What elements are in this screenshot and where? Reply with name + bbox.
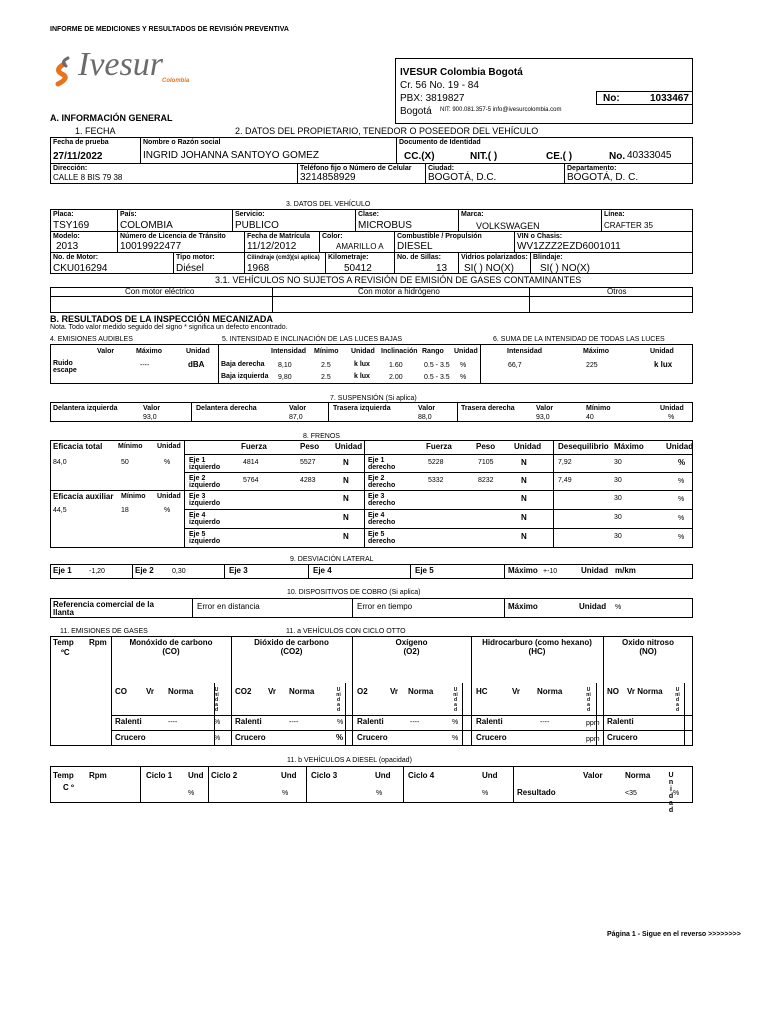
hc-sub: (HC) — [528, 647, 546, 656]
hidrogeno-label: Con motor a hidrógeno — [358, 287, 440, 296]
sillas-label: No. de Sillas: — [397, 254, 441, 261]
audible-unit-h: Unidad — [186, 348, 210, 355]
co-ralenti-norma: ---- — [168, 719, 178, 726]
company-name: IVESUR Colombia Bogotá — [400, 67, 523, 78]
eje4-max: 30 — [614, 514, 622, 521]
eje1-der-unit: N — [521, 458, 527, 467]
diesel-temp-unit: C º — [63, 783, 74, 792]
nombre-value: INGRID JOHANNA SANTOYO GOMEZ — [143, 150, 319, 161]
fecha-header: 1. FECHA — [75, 126, 116, 136]
placa-label: Placa: — [53, 211, 74, 218]
ruido-max: ---- — [140, 362, 150, 369]
co-crucero-unit: % — [214, 735, 221, 742]
o2-unidad: Unidad — [453, 687, 458, 713]
eje2-izq-unit: N — [343, 476, 349, 485]
o2-sub: (O2) — [403, 647, 420, 656]
luces-bajas-header: 5. INTENSIDAD E INCLINACIÓN DE LAS LUCES BAJAS — [222, 336, 403, 343]
lb-unidad-h: Unidad — [351, 348, 375, 355]
baja-der-min: 2.5 — [321, 362, 331, 369]
lb-intensidad-h: Intensidad — [271, 348, 307, 355]
clase-value: MICROBUS — [358, 220, 412, 231]
cobro-unit: % — [615, 604, 622, 611]
ef-total-min-h: Mínimo — [118, 443, 143, 450]
baja-izq-int: 9,80 — [278, 374, 292, 381]
owner-header: 2. DATOS DEL PROPIETARIO, TENEDOR O POSEEDOR DEL VEHÍCULO — [235, 126, 539, 136]
clase-label: Clase: — [358, 211, 380, 218]
company-pbx: PBX: 3819827 — [400, 93, 465, 104]
ef-total-unit: % — [164, 459, 171, 466]
eje4-der-label: Eje 4 derecho — [368, 512, 396, 526]
report-no-label: No: — [603, 93, 620, 104]
ciclo1-und: Und — [188, 771, 204, 780]
suma-max-h: Máximo — [583, 348, 610, 355]
eje5-izq-label: Eje 5 izquierdo — [189, 531, 221, 545]
desv-eje1-value: -1,20 — [89, 568, 105, 575]
eje1-izq-peso: 5527 — [300, 459, 316, 466]
emisiones-audibles-header: 4. EMISIONES AUDIBLES — [50, 336, 133, 343]
susp-min-h: Mínimo — [586, 405, 611, 412]
hc-ralenti: Ralenti — [476, 717, 503, 726]
desequilibrio-h: Desequilibrio — [558, 442, 609, 451]
co-header: Monóxido de carbono — [129, 638, 213, 647]
eje2-desequilibrio: 7,49 — [558, 477, 572, 484]
gases-header: 11. EMISIONES DE GASES — [60, 628, 148, 635]
ciclo2-und: Und — [281, 771, 297, 780]
blindaje-value: SI( ) NO(X) — [540, 263, 590, 274]
ef-aux-label: Eficacia auxiliar — [53, 492, 114, 501]
direccion-label: Dirección: — [53, 165, 88, 172]
modelo-label: Modelo: — [53, 233, 80, 240]
eje4-izq-label: Eje 4 izquierdo — [189, 512, 221, 526]
susp-unit: % — [668, 414, 675, 421]
eje2-izq-fuerza: 5764 — [243, 477, 259, 484]
ef-aux-min: 18 — [121, 507, 129, 514]
co2-crucero: Crucero — [235, 733, 266, 742]
suma-int-h: Intensidad — [507, 348, 543, 355]
baja-izq-unit: k lux — [354, 373, 370, 380]
eje4-izq-unit: N — [343, 513, 349, 522]
eje3-izq-unit: N — [343, 494, 349, 503]
desv-unit-label: Unidad — [581, 566, 609, 575]
eje3-der-unit: N — [521, 494, 527, 503]
hc-vr: Vr — [512, 687, 521, 696]
combustible-label: Combustible / Propulsión — [397, 233, 482, 240]
ef-total-label: Eficacia total — [53, 442, 103, 451]
suspension-header: 7. SUSPENSIÓN (Si aplica) — [330, 395, 417, 402]
page-footer: Página 1 - Sigue en el reverso >>>>>>>> — [607, 931, 741, 938]
no-sub: (NO) — [639, 647, 657, 656]
frenos-unidad3-h: Unidad — [666, 442, 694, 451]
eje2-max: 30 — [614, 477, 622, 484]
baja-izq-label: Baja izquierda — [221, 373, 269, 380]
llanta-label: Referencia comercial de la llanta — [53, 600, 154, 617]
desv-max-value: +-10 — [543, 568, 558, 575]
o2-header: Oxígeno — [395, 638, 428, 647]
diesel-norma-h: Norma — [625, 771, 651, 780]
ef-aux-unit: % — [164, 507, 171, 514]
co2-col: CO2 — [235, 687, 252, 696]
co-unidad: Unidad — [214, 687, 219, 713]
cobro-max-label: Máximo — [508, 602, 538, 611]
marca-value: VOLKSWAGEN — [476, 221, 540, 231]
no-vr-norma: Vr Norma — [627, 687, 663, 696]
eje1-pct: % — [678, 458, 686, 467]
matricula-value: 11/12/2012 — [247, 241, 297, 252]
no-crucero: Crucero — [607, 733, 638, 742]
baja-der-rango: 0.5 - 3.5 — [424, 362, 450, 369]
doc-cc: CC.(X) — [404, 151, 435, 162]
ef-total-value: 84,0 — [53, 459, 67, 466]
cilindraje-label: Cilindraje (cm3)(si aplica) — [247, 255, 320, 261]
frenos-peso-h: Peso — [300, 442, 320, 451]
km-value: 50412 — [344, 263, 372, 274]
ciclo2-label: Ciclo 2 — [211, 771, 238, 780]
electrico-label: Con motor eléctrico — [125, 287, 195, 296]
lb-rango-h: Rango — [422, 348, 444, 355]
eje5-izq-unit: N — [343, 532, 349, 541]
co-crucero: Crucero — [115, 733, 146, 742]
section-b-title: B. RESULTADOS DE LA INSPECCIÓN MECANIZADA — [50, 314, 273, 324]
del-der-valor-h: Valor — [289, 405, 307, 412]
eje1-izq-label: Eje 1 izquierdo — [189, 457, 221, 471]
hc-ralenti-unit: ppm — [586, 720, 600, 727]
lb-inclinacion-h: Inclinación — [381, 348, 418, 355]
cilindraje-value: 1968 — [247, 263, 270, 274]
linea-value: CRAFTER 35 — [604, 221, 653, 230]
tra-der-value: 93,0 — [536, 414, 550, 421]
o2-ralenti: Ralenti — [357, 717, 384, 726]
eje5-pct: % — [678, 534, 685, 541]
tipo-motor-label: Tipo motor: — [176, 254, 215, 261]
ciudad-value: BOGOTÁ, D.C. — [428, 172, 497, 183]
diesel-unidad-h: Unidad — [668, 772, 674, 814]
nota-text: Nota. Todo valor medido seguido del signo * significa un defecto encontrado. — [50, 324, 288, 331]
o2-ralenti-norma: ---- — [410, 719, 420, 726]
co-norma: Norma — [168, 687, 194, 696]
suma-unit-h: Unidad — [650, 348, 674, 355]
co-col: CO — [115, 687, 127, 696]
servicio-label: Servicio: — [235, 211, 265, 218]
tra-der-valor-h: Valor — [536, 405, 554, 412]
ciclo2-unit: % — [282, 790, 289, 797]
co2-vr: Vr — [268, 687, 277, 696]
eje5-der-label: Eje 5 derecho — [368, 531, 396, 545]
vin-value: WV1ZZZ2EZD6001011 — [517, 241, 621, 252]
ciudad-label: Ciudad: — [428, 165, 455, 172]
susp-unit-h: Unidad — [660, 405, 684, 412]
baja-izq-min: 2.5 — [321, 374, 331, 381]
eje1-der-fuerza: 5228 — [428, 459, 444, 466]
frenos-header: 8. FRENOS — [303, 433, 340, 440]
otto-header: 11. a VEHÍCULOS CON CICLO OTTO — [286, 628, 406, 635]
resultado-norma: <35 — [625, 790, 637, 797]
lb-minimo-h: Mínimo — [314, 348, 339, 355]
diesel-temp-label: Temp — [53, 771, 74, 780]
logo-sub: Colombia — [162, 78, 190, 84]
o2-col: O2 — [357, 687, 368, 696]
linea-label: Línea: — [604, 211, 625, 218]
co-vr: Vr — [146, 687, 155, 696]
co2-norma: Norma — [289, 687, 315, 696]
error-tiempo-label: Error en tiempo — [357, 602, 413, 611]
ciclo3-label: Ciclo 3 — [311, 771, 338, 780]
matricula-label: Fecha de Matrícula — [247, 233, 311, 240]
del-der-label: Delantera derecha — [196, 405, 257, 412]
licencia-label: Número de Licencia de Tránsito — [120, 233, 226, 240]
audible-valor-h: Valor — [97, 348, 115, 355]
eje3-max: 30 — [614, 495, 622, 502]
suma-int: 66,7 — [508, 362, 522, 369]
no-sujetos-header: 3.1. VEHÍCULOS NO SUJETOS A REVISIÓN DE EMISIÓN DE GASES CONTAMINANTES — [215, 275, 582, 285]
pais-label: País: — [120, 211, 137, 218]
doc-nit: NIT.( ) — [470, 151, 498, 162]
fecha-value: 27/11/2022 — [53, 151, 103, 162]
vehicle-header: 3. DATOS DEL VEHÍCULO — [286, 201, 371, 208]
suma-max: 225 — [586, 362, 598, 369]
depto-label: Departamento: — [567, 165, 617, 172]
desv-eje2-label: Eje 2 — [135, 566, 154, 575]
desv-max-label: Máximo — [508, 566, 538, 575]
frenos-unidad2-h: Unidad — [514, 442, 542, 451]
o2-crucero-unit: % — [452, 735, 459, 742]
ef-total-unit-h: Unidad — [157, 443, 181, 450]
desv-eje2-value: 0,30 — [172, 568, 186, 575]
report-title: INFORME DE MEDICIONES Y RESULTADOS DE REVISIÓN PREVENTIVA — [50, 26, 289, 33]
servicio-value: PUBLICO — [235, 220, 279, 231]
eje1-der-label: Eje 1 derecho — [368, 457, 396, 471]
eje2-der-fuerza: 5332 — [428, 477, 444, 484]
eje4-der-unit: N — [521, 513, 527, 522]
frenos-max-h: Máximo — [614, 442, 644, 451]
report-no-value: 1033467 — [650, 93, 689, 104]
diesel-rpm-label: Rpm — [89, 771, 107, 780]
vin-label: VIN o Chasis: — [517, 233, 563, 240]
o2-crucero: Crucero — [357, 733, 388, 742]
co2-ralenti: Ralenti — [235, 717, 262, 726]
audible-max-h: Máximo — [136, 348, 163, 355]
baja-der-pct: % — [460, 362, 467, 369]
co2-sub: (CO2) — [280, 647, 303, 656]
doc-number: 40333045 — [627, 150, 672, 161]
baja-der-label: Baja derecha — [221, 361, 265, 368]
desv-eje3-label: Eje 3 — [229, 566, 248, 575]
no-ralenti: Ralenti — [607, 717, 634, 726]
co2-crucero-unit: % — [336, 733, 344, 742]
hc-unidad: Unidad — [586, 687, 591, 713]
ciclo4-und: Und — [482, 771, 498, 780]
eje1-desequilibrio: 7,92 — [558, 459, 572, 466]
suma-unit: k lux — [654, 360, 673, 369]
doc-ce: CE.( ) — [546, 151, 573, 162]
direccion-value: CALLE 8 BIS 79 38 — [53, 173, 123, 182]
eje4-pct: % — [678, 515, 685, 522]
blindaje-label: Blindaje: — [533, 254, 563, 261]
ciclo3-und: Und — [375, 771, 391, 780]
baja-izq-pct: % — [460, 374, 467, 381]
baja-der-inc: 1.60 — [389, 362, 403, 369]
co2-unidad: Unidad — [336, 687, 341, 713]
cobro-unit-label: Unidad — [579, 602, 607, 611]
desv-eje1-label: Eje 1 — [53, 566, 72, 575]
resultado-unit: % — [673, 790, 680, 797]
eje2-der-peso: 8232 — [478, 477, 494, 484]
hc-ralenti-norma: ---- — [540, 719, 550, 726]
ef-aux-value: 44,5 — [53, 507, 67, 514]
otto-temp-unit: ºC — [61, 648, 70, 657]
co-ralenti-unit: % — [214, 719, 221, 726]
tra-der-label: Trasera derecha — [461, 405, 515, 412]
desv-eje4-label: Eje 4 — [313, 566, 332, 575]
ciclo3-unit: % — [376, 790, 383, 797]
eje5-der-unit: N — [521, 532, 527, 541]
company-city: Bogotá — [400, 106, 432, 117]
baja-der-int: 8,10 — [278, 362, 292, 369]
nombre-label: Nombre o Razón social — [143, 139, 221, 146]
eje5-max: 30 — [614, 533, 622, 540]
desviacion-header: 9. DESVIACIÓN LATERAL — [290, 556, 374, 563]
modelo-value: 2013 — [56, 241, 79, 252]
eje2-pct: % — [678, 478, 685, 485]
desv-eje5-label: Eje 5 — [415, 566, 434, 575]
km-label: Kilometraje: — [328, 254, 369, 261]
frenos-unidad-h: Unidad — [335, 442, 363, 451]
baja-der-unit: k lux — [354, 361, 370, 368]
error-distancia-label: Error en distancia — [197, 602, 260, 611]
co2-ralenti-unit: % — [337, 719, 344, 726]
baja-izq-rango: 0.5 - 3.5 — [424, 374, 450, 381]
pais-value: COLOMBIA — [120, 220, 173, 231]
frenos-peso2-h: Peso — [476, 442, 496, 451]
diesel-header: 11. b VEHÍCULOS A DIESEL (opacidad) — [287, 757, 412, 764]
doc-no-label: No. — [609, 151, 626, 162]
tra-izq-valor-h: Valor — [418, 405, 436, 412]
telefono-value: 3214858929 — [300, 172, 356, 183]
eje1-izq-unit: N — [343, 458, 349, 467]
suma-luces-header: 6. SUMA DE LA INTENSIDAD DE TODAS LAS LUCES — [493, 336, 665, 343]
motor-value: CKU016294 — [53, 263, 108, 274]
placa-value: TSY169 — [53, 220, 90, 231]
eje2-izq-peso: 4283 — [300, 477, 316, 484]
ciclo1-label: Ciclo 1 — [146, 771, 173, 780]
o2-ralenti-unit: % — [452, 719, 459, 726]
hc-header: Hidrocarburo (como hexano) — [482, 638, 592, 647]
eje1-max: 30 — [614, 459, 622, 466]
licencia-value: 10019922477 — [120, 241, 182, 252]
co-sub: (CO) — [162, 647, 180, 656]
del-izq-label: Delantera izquierda — [53, 405, 118, 412]
documento-label: Documento de Identidad — [399, 139, 481, 146]
no-col: NO — [607, 687, 619, 696]
vidrios-value: SI( ) NO(X) — [464, 263, 514, 274]
ciclo4-unit: % — [482, 790, 489, 797]
marca-label: Marca: — [461, 211, 484, 218]
color-value: AMARILLO A — [336, 242, 384, 251]
ef-aux-unit-h: Unidad — [157, 493, 181, 500]
company-address: Cr. 56 No. 19 - 84 — [400, 80, 479, 91]
desv-unit-value: m/km — [615, 566, 636, 575]
o2-vr: Vr — [390, 687, 399, 696]
company-logo — [50, 48, 210, 88]
no-unidad: Unidad — [675, 687, 680, 713]
vidrios-label: Vidrios polarizados: — [461, 254, 528, 261]
motor-label: No. de Motor: — [53, 254, 99, 261]
ciclo1-unit: % — [188, 790, 195, 797]
resultado-label: Resultado — [517, 788, 556, 797]
eje1-izq-fuerza: 4814 — [243, 459, 259, 466]
tipo-motor-value: Diésel — [176, 263, 204, 274]
co-ralenti: Ralenti — [115, 717, 142, 726]
ruido-unit: dBA — [188, 360, 205, 369]
eje2-der-label: Eje 2 derecho — [368, 475, 396, 489]
depto-value: BOGOTÁ, D. C. — [567, 172, 639, 183]
eje3-izq-label: Eje 3 izquierdo — [189, 493, 221, 507]
otros-label: Otros — [607, 287, 627, 296]
o2-norma: Norma — [408, 687, 434, 696]
combustible-value: DIESEL — [397, 241, 433, 252]
eje1-der-peso: 7105 — [478, 459, 494, 466]
frenos-fuerza-h: Fuerza — [241, 442, 267, 451]
hc-norma: Norma — [537, 687, 563, 696]
frenos-fuerza2-h: Fuerza — [426, 442, 452, 451]
ruido-label: Ruido escape — [53, 360, 77, 374]
color-label: Color: — [322, 233, 343, 240]
ciclo4-label: Ciclo 4 — [408, 771, 435, 780]
co2-ralenti-norma: ---- — [289, 719, 299, 726]
otto-rpm-label: Rpm — [89, 638, 107, 647]
eje3-der-label: Eje 3 derecho — [368, 493, 396, 507]
hc-crucero-unit: ppm — [586, 736, 600, 743]
eje2-der-unit: N — [521, 476, 527, 485]
ef-total-min: 50 — [121, 459, 129, 466]
eje3-pct: % — [678, 496, 685, 503]
company-nit: NIT: 900.081.357-5 info@ivesurcolombia.com — [440, 107, 562, 113]
fecha-label: Fecha de prueba — [53, 139, 109, 146]
sillas-value: 13 — [436, 263, 448, 274]
otto-temp-label: Temp — [53, 638, 74, 647]
ef-aux-min-h: Mínimo — [121, 493, 146, 500]
baja-izq-inc: 2.00 — [389, 374, 403, 381]
cobro-header: 10. DISPOSITIVOS DE COBRO (Si aplica) — [287, 589, 421, 596]
hc-crucero: Crucero — [476, 733, 507, 742]
tra-izq-label: Trasera izquierda — [333, 405, 391, 412]
logo-text: Ivesur — [78, 46, 163, 83]
hc-col: HC — [476, 687, 488, 696]
section-a-title: A. INFORMACIÓN GENERAL — [50, 113, 173, 123]
no-header: Oxido nitroso — [622, 638, 674, 647]
tra-izq-value: 88,0 — [418, 414, 432, 421]
lb-unidad2-h: Unidad — [454, 348, 478, 355]
telefono-label: Teléfono fijo o Número de Celular — [300, 165, 412, 172]
co2-header: Dióxido de carbono — [254, 638, 329, 647]
susp-min: 40 — [586, 414, 594, 421]
del-der-value: 87,0 — [289, 414, 303, 421]
diesel-valor-h: Valor — [583, 771, 603, 780]
eje2-izq-label: Eje 2 izquierdo — [189, 475, 221, 489]
del-izq-valor-h: Valor — [143, 405, 161, 412]
del-izq-value: 93,0 — [143, 414, 157, 421]
